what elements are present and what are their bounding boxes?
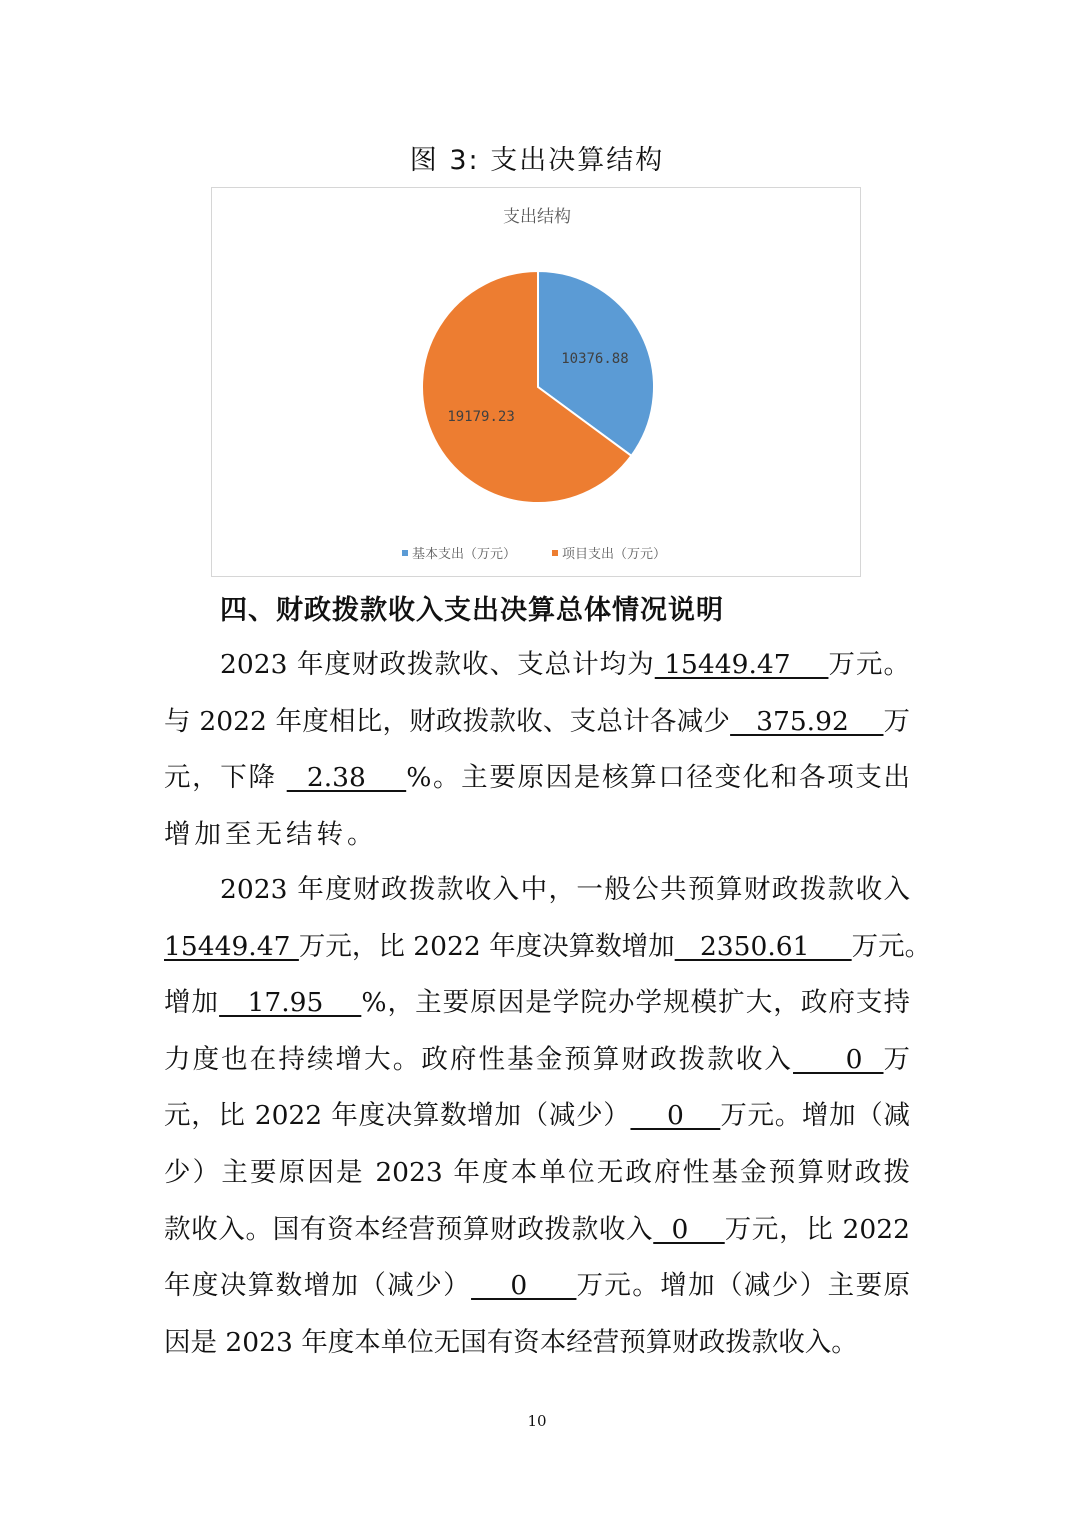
legend-label: 基本支出（万元） [412, 547, 517, 562]
para2-line-3 [164, 975, 910, 1032]
text-segment: 万 [883, 705, 910, 737]
para2-line-5 [164, 1088, 910, 1145]
pie-data-label: 19179.23 [447, 408, 515, 425]
para2-line-7 [164, 1202, 910, 1259]
pie-chart-svg [212, 188, 862, 578]
para1-line-4: 增加至无结转。 [164, 818, 378, 850]
text-segment: 元，下降 [164, 762, 287, 794]
underlined-value: 0 [471, 1270, 577, 1302]
section-heading: 四、财政拨款收入支出决算总体情况说明 [220, 595, 724, 626]
para2-line-1: 2023 年度财政拨款收入中，一般公共预算财政拨款收入 [220, 874, 910, 905]
para2-line-4 [164, 1032, 910, 1089]
underlined-value: 15449.47 [164, 930, 299, 962]
text-segment: 与 2022 年度相比，财政拨款收、支总计各减少 [164, 705, 731, 737]
page-number: 10 [527, 1412, 547, 1430]
legend-swatch [402, 550, 408, 556]
underlined-value: 2350.61 [674, 930, 852, 962]
underlined-value: 0 [630, 1100, 721, 1132]
text-segment: 年度决算数增加（减少） [164, 1270, 472, 1302]
text-segment: 2023 年度财政拨款收、支总计均为 [220, 649, 655, 680]
underlined-value: 15449.47 [654, 649, 829, 680]
legend-label: 项目支出（万元） [562, 547, 667, 562]
text-segment: 万元，比 2022 年度决算数增加 [298, 930, 675, 962]
figure-caption: 图 3: 支出决算结构 [409, 145, 665, 176]
para2-line-9: 因是 2023 年度本单位无国有资本经营预算财政拨款收入。 [164, 1326, 858, 1358]
underlined-value: 375.92 [730, 705, 884, 737]
underlined-value: 17.95 [219, 987, 362, 1019]
legend-swatch [552, 550, 558, 556]
paragraph-1 [164, 637, 910, 863]
text-segment: 万元。增加（减少）主要原 [576, 1270, 910, 1302]
text-segment: 增加 [164, 987, 220, 1019]
text-segment: 款收入。国有资本经营预算财政拨款收入 [164, 1213, 654, 1245]
text-segment: 万元。 [851, 930, 932, 962]
text-segment: 万 [883, 1043, 911, 1075]
underlined-value: 0 [793, 1043, 884, 1075]
chart-legend [402, 546, 666, 562]
paragraph-2 [164, 862, 932, 1371]
text-segment: 元，比 2022 年度决算数增加（减少） [164, 1100, 631, 1132]
para2-line-8 [164, 1258, 910, 1315]
para2-line-2 [164, 919, 932, 976]
text-segment: 力度也在持续增大。政府性基金预算财政拨款收入 [164, 1043, 794, 1075]
text-segment: 万元。增加（减 [720, 1100, 911, 1132]
para1-line-1 [164, 637, 910, 694]
para1-line-3 [164, 750, 910, 807]
text-segment: %。主要原因是核算口径变化和各项支出 [406, 762, 910, 794]
underlined-value: 2.38 [286, 762, 407, 794]
text-segment: 万元。 [828, 649, 911, 680]
pie-slices [422, 271, 654, 503]
para1-line-2 [164, 694, 910, 751]
pie-chart [211, 187, 861, 577]
para2-line-6: 少）主要原因是 2023 年度本单位无政府性基金预算财政拨 [164, 1156, 910, 1188]
chart-title: 支出结构 [503, 207, 571, 227]
text-segment: 万元，比 2022 [724, 1213, 910, 1245]
text-segment: %，主要原因是学院办学规模扩大，政府支持 [361, 987, 910, 1019]
underlined-value: 0 [653, 1213, 725, 1245]
pie-data-label: 10376.88 [561, 351, 629, 368]
